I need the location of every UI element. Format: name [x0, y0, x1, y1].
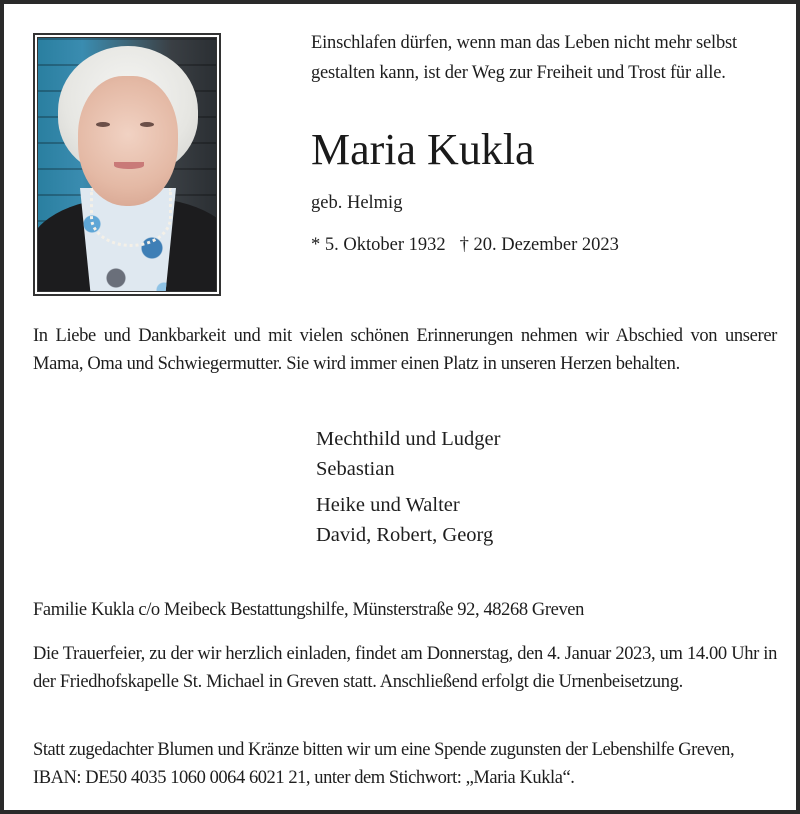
- family-line: David, Robert, Georg: [316, 524, 494, 546]
- family-signatures: [316, 424, 500, 556]
- tribute-text: In Liebe und Dankbarkeit und mit vielen schönen Erinnerungen nehmen wir Abschied von unserer Mama, Oma und Schwiegermutter. Sie wird immer einen Platz in unseren Herzen behalten.: [33, 326, 777, 374]
- photo-face: [78, 76, 178, 206]
- birth-date: * 5. Oktober 1932: [311, 235, 446, 255]
- contact-address: Familie Kukla c/o Meibeck Bestattungshilfe, Münsterstraße 92, 48268 Greven: [33, 600, 584, 620]
- family-line: Sebastian: [316, 458, 395, 480]
- family-line: Mechthild und Ludger: [316, 428, 501, 450]
- photo-left-eye: [96, 122, 110, 127]
- memorial-quote: [311, 28, 791, 88]
- portrait-photo: [37, 37, 217, 292]
- photo-right-eye: [140, 122, 154, 127]
- maiden-name: geb. Helmig: [311, 193, 403, 213]
- family-group-1: [316, 424, 500, 484]
- family-group-2: [316, 490, 500, 550]
- life-dates: [311, 232, 619, 258]
- photo-mouth: [114, 162, 144, 169]
- funeral-service-info: Die Trauerfeier, zu der wir herzlich einladen, findet am Donnerstag, den 4. Januar 2023, um 14.00 Uhr in der Friedhofskapelle St. Michael in Greven statt. Anschließend erfolgt die Urnenbeisetzung.: [33, 644, 777, 692]
- death-date: † 20. Dezember 2023: [459, 235, 619, 255]
- donation-request: Statt zugedachter Blumen und Kränze bitten wir um eine Spende zugunsten der Lebenshilfe Greven, IBAN: DE50 4035 1060 0064 6021 21, unter dem Stichwort: „Maria Kukla“.: [33, 740, 735, 788]
- family-line: Heike und Walter: [316, 494, 460, 516]
- quote-line-2: gestalten kann, ist der Weg zur Freiheit und Trost für alle.: [311, 63, 726, 83]
- deceased-name: Maria Kukla: [311, 125, 535, 174]
- photo-pearl-necklace: [90, 188, 172, 247]
- quote-line-1: Einschlafen dürfen, wenn man das Leben nicht mehr selbst: [311, 33, 737, 53]
- portrait-photo-frame: [33, 33, 221, 296]
